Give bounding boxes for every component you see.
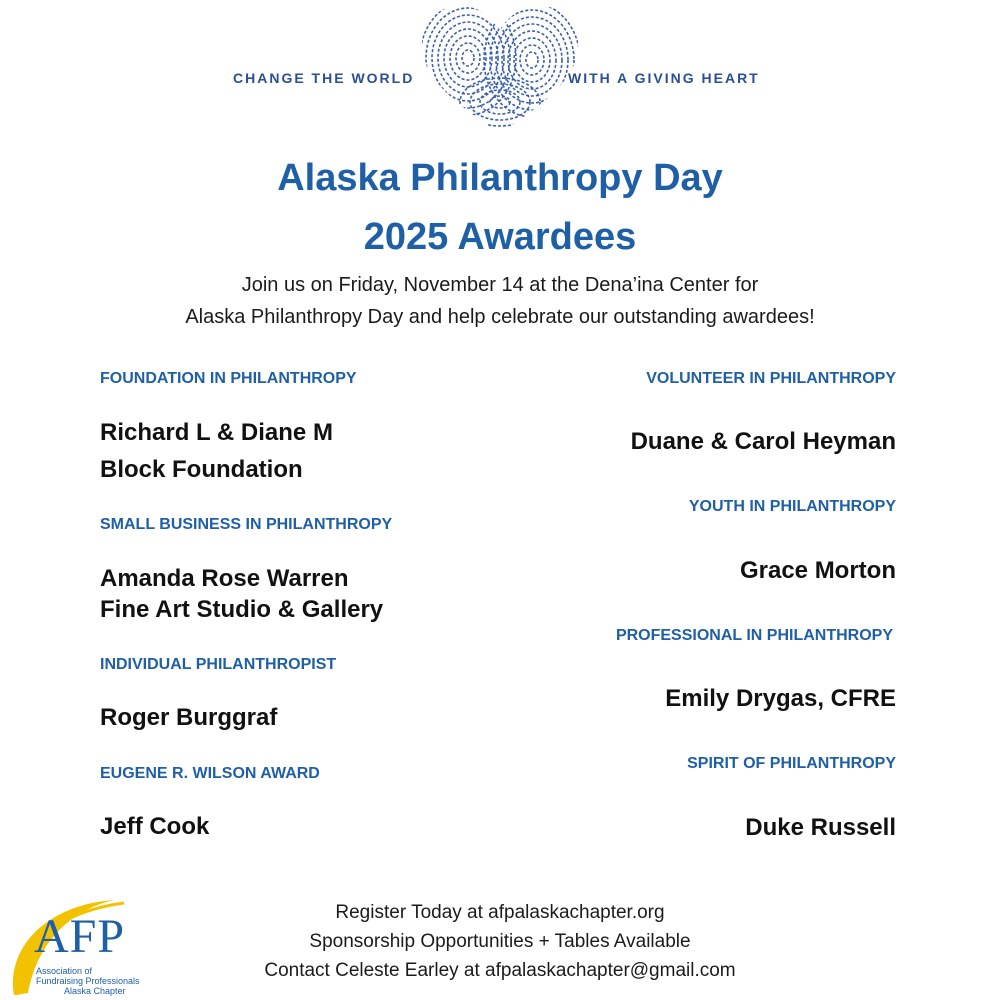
awardee-name: Duane & Carol Heyman: [630, 428, 896, 455]
footer-register: Register Today at afpalaskachapter.org: [335, 902, 665, 923]
afp-logo-line3: Alaska Chapter: [64, 986, 126, 996]
intro-line-1: Join us on Friday, November 14 at the Dena’ina Center for: [241, 274, 759, 296]
tagline-right: WITH A GIVING HEART: [568, 70, 760, 86]
awardee-name: Duke Russell: [745, 814, 896, 841]
award-category: EUGENE R. WILSON AWARD: [100, 765, 320, 782]
afp-logo-acronym: AFP: [34, 910, 126, 963]
award-category: VOLUNTEER IN PHILANTHROPY: [646, 370, 896, 387]
awardee-name: Emily Drygas, CFRE: [665, 685, 896, 712]
page-subtitle: 2025 Awardees: [363, 216, 637, 258]
page-title: Alaska Philanthropy Day: [277, 157, 723, 199]
award-category: SMALL BUSINESS IN PHILANTHROPY: [100, 516, 393, 533]
afp-logo-line2: Fundraising Professionals: [36, 976, 140, 986]
awardee-name-line2: Block Foundation: [100, 456, 303, 483]
awardee-name: Amanda Rose Warren: [100, 565, 349, 592]
footer-contact: Contact Celeste Earley at afpalaskachapter@gmail.com: [264, 960, 736, 981]
award-category: SPIRIT OF PHILANTHROPY: [687, 755, 896, 772]
awardee-name: Grace Morton: [739, 557, 896, 584]
awardee-name: Richard L & Diane M: [100, 419, 333, 446]
afp-logo-line1: Association of: [36, 966, 93, 976]
footer-sponsorship: Sponsorship Opportunities + Tables Available: [309, 931, 691, 952]
award-category: YOUTH IN PHILANTHROPY: [688, 498, 896, 515]
intro-line-2: Alaska Philanthropy Day and help celebrate our outstanding awardees!: [185, 306, 815, 328]
tagline-left: CHANGE THE WORLD: [233, 70, 415, 86]
fingerprint-heart-icon: [414, 2, 586, 138]
award-category: INDIVIDUAL PHILANTHROPIST: [100, 656, 337, 673]
award-category: FOUNDATION IN PHILANTHROPY: [100, 370, 357, 387]
awardee-name: Roger Burggraf: [100, 704, 278, 731]
awardee-name: Jeff Cook: [100, 813, 210, 840]
awardee-name-line2: Fine Art Studio & Gallery: [100, 596, 384, 623]
award-category: PROFESSIONAL IN PHILANTHROPY: [615, 627, 893, 644]
